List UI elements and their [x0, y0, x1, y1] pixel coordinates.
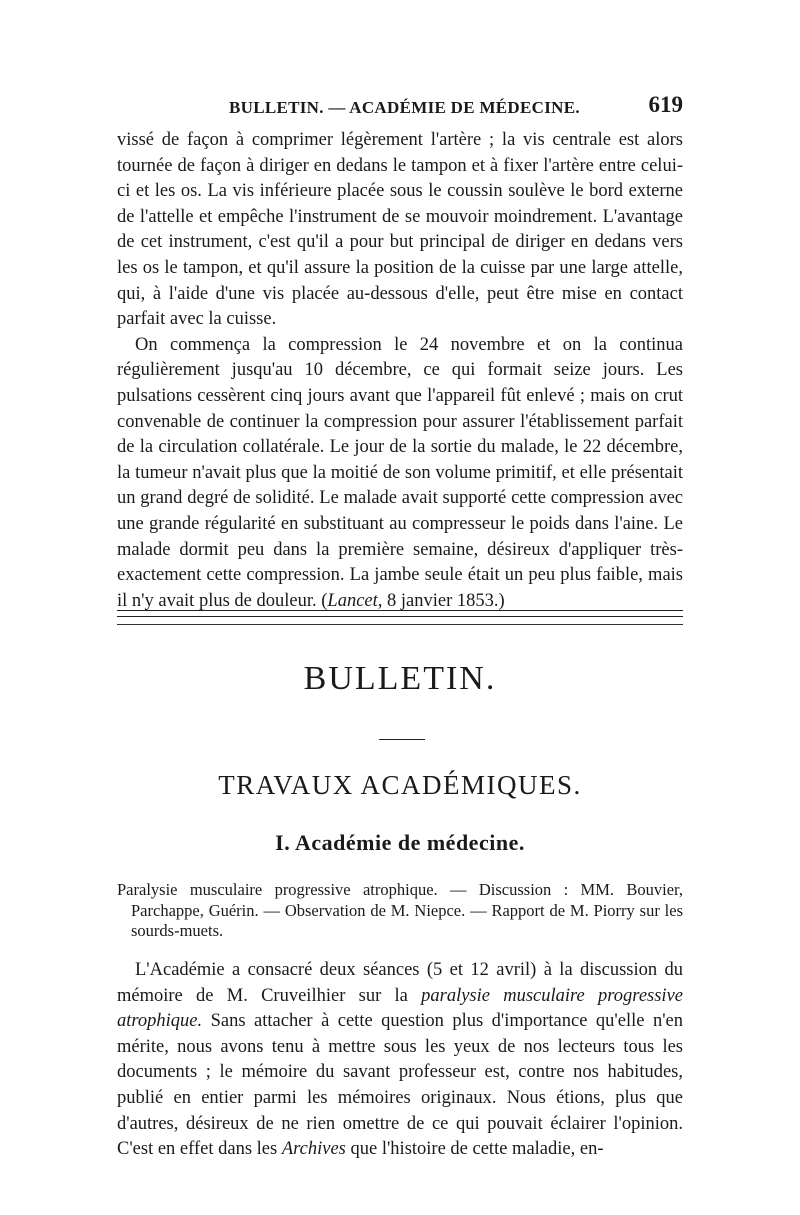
article-continuation [117, 128, 683, 614]
citation-journal: Lancet [327, 590, 378, 611]
paragraph [117, 958, 683, 1163]
paragraph-italic-1: paralysie musculaire progressive atrophique. [117, 985, 683, 1032]
page-header [117, 92, 683, 122]
paragraph-text-3: que l'histoire de cette maladie, en- [345, 1139, 604, 1160]
academy-heading: I. Académie de médecine. [275, 830, 525, 855]
academy-report [117, 958, 683, 1163]
paragraph-italic-2: Archives [281, 1139, 346, 1160]
paragraph [117, 333, 683, 615]
thin-rule-divider [117, 624, 683, 625]
section-title: BULLETIN. [303, 660, 497, 697]
paragraph-text-1: L'Académie a consacré deux séances (5 et 12 avril) à la discussion du mémoire de M. Cruveilhier sur la [117, 960, 683, 1006]
citation [321, 591, 504, 611]
paragraph-text-2: Sans attacher à cette question plus d'importance qu'elle n'en mérite, nous avons tenu à mettre sous les yeux de nos lecteurs tous les documents ; le mémoire du savant professeur est, contre nos habitudes, publié en entier parmi les mémoires originaux. Nous étions, plus que d'autres, désireux de ne rien omettre de ce qui pouvait éclairer l'opinion. C'est en effet dans les [117, 1011, 683, 1160]
summary-block [117, 880, 683, 942]
page-number: 619 [648, 92, 683, 117]
running-head: BULLETIN. — ACADÉMIE DE MÉDECINE. [229, 98, 580, 117]
paragraph: vissé de façon à comprimer légèrement l'artère ; la vis centrale est alors tournée de façon à diriger en dedans le tampon et à fixer l'artère entre celui-ci et les os. La vis inférieure placée sous le coussin soulève le bord externe de l'attelle et empêche l'instrument de se mouvoir moindrement. L'avantage de cet instrument, c'est qu'il a pour but principal de diriger en dedans vers les os le tampon, et qu'il assure la position de la cuisse par une large attelle, qui, à l'aide d'une vis placée au-dessous d'elle, peut être mise en contact parfait avec la cuisse. [117, 130, 683, 330]
citation-date: , 8 janvier 1853.) [377, 590, 505, 611]
double-rule-divider [117, 610, 683, 617]
paragraph-text: On commença la compression le 24 novembre et on la continua régulièrement jusqu'au 10 décembre, ce qui formait seize jours. Les pulsations cessèrent cinq jours avant que l'appareil fût enlevé ; mais on crut convenable de continuer la compression pour assurer l'établissement parfait de la circulation collatérale. Le jour de la sortie du malade, le 22 décembre, la tumeur n'avait plus que la moitié de son volume primitif, et elle présentait un grand degré de solidité. Le malade avait supporté cette compression avec une grande régularité en substituant au compresseur le poids dans l'aine. Le malade dormit peu dans la première semaine, désireux d'appliquer très-exactement cette compression. La jambe seule était un peu plus faible, mais il n'y avait plus de douleur. [117, 334, 683, 611]
summary-text: Paralysie musculaire progressive atrophique. — Discussion : MM. Bouvier, Parchappe, Guérin. — Observation de M. Niepce. — Rapport de M. Piorry sur les sourds-muets. [117, 880, 683, 940]
subsection-title: TRAVAUX ACADÉMIQUES. [218, 770, 582, 800]
short-rule-divider [379, 739, 425, 740]
citation-open: ( [321, 590, 328, 611]
